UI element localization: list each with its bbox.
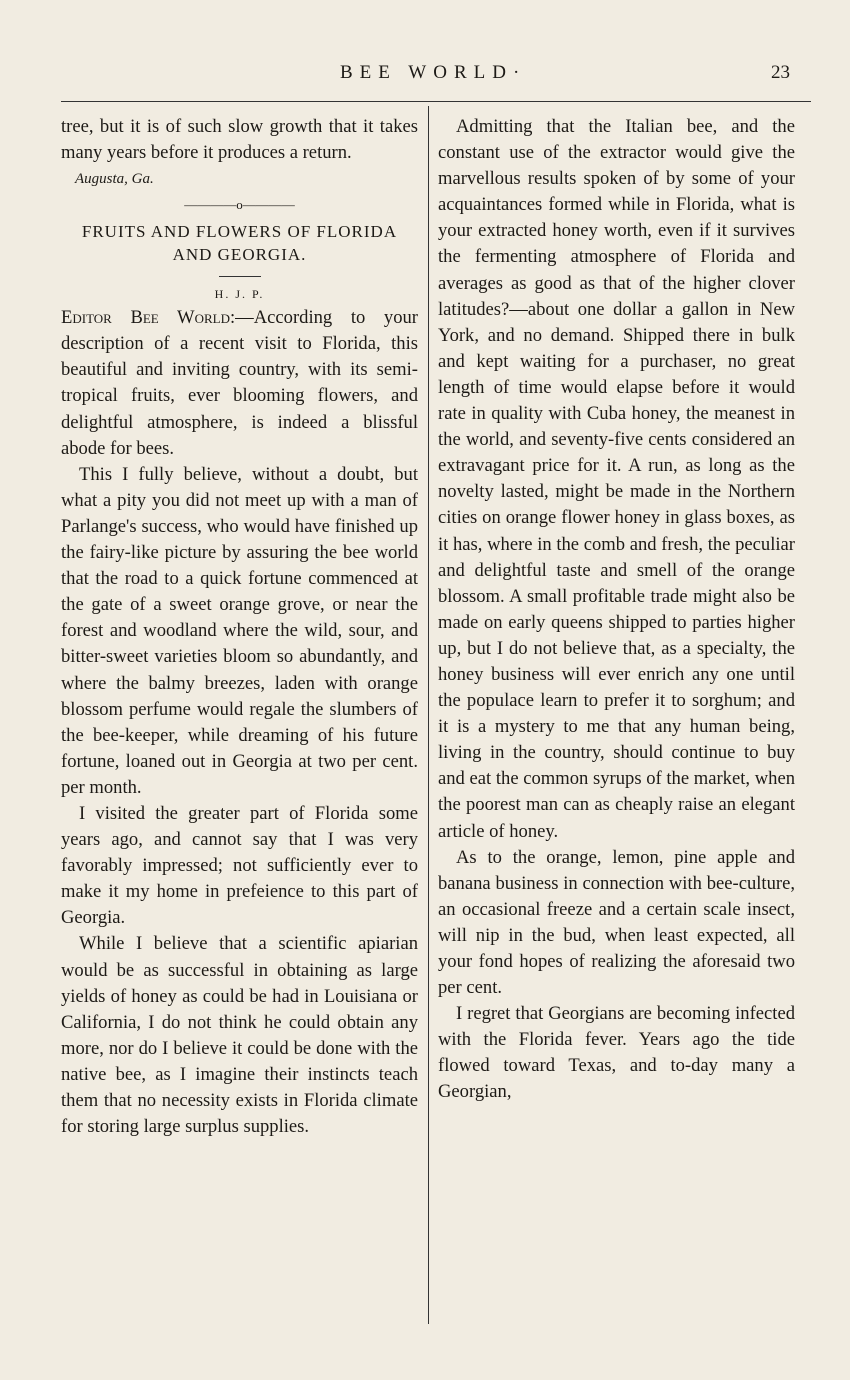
- body-paragraph: I regret that Georgians are becoming infected with the Florida fever. Years ago the tide flowed toward Texas, and to-day many a Georgian,: [438, 1003, 795, 1103]
- running-header: [0, 62, 850, 90]
- right-column: [438, 114, 795, 1106]
- page-number: 23: [771, 62, 790, 83]
- body-paragraph: This I fully believe, without a doubt, but what a pity you did not meet up with a man of Parlange's success, who would have finished up the fairy-like picture by assuring the bee world that the road to a quick fortune commenced at the gate of a sweet orange grove, or near the forest and woodland where the wild, sour, and bitter-sweet varieties bloom so abundantly, and where the balmy breezes, laden with orange blossom perfume would regale the slumbers of the bee-keeper, while dreaming of his future fortune, loaned out in Georgia at two per cent. per month.: [61, 463, 418, 798]
- body-paragraph: While I believe that a scientific apiarian would be as successful in obtaining as large yields of honey as could be had in Louisiana or California, I do not think he could obtain any more, nor do I believe it could be done with the native bee, as I imagine their instincts teach them that no necessity exists in Florida climate for storing large surplus supplies.: [61, 933, 418, 1138]
- column-divider: [428, 106, 429, 1324]
- title-rule: [219, 276, 261, 277]
- byline: H. J. P.: [214, 287, 265, 302]
- previous-article-signoff: Augusta, Ga.: [75, 171, 154, 188]
- salutation: Editor Bee World: [61, 307, 230, 329]
- body-paragraph: As to the orange, lemon, pine apple and banana business in connection with bee-culture, an occasional freeze and a certain scale insect, will nip in the bud, when least expected, all your fond hopes of realizing the aforesaid two per cent.: [438, 846, 795, 999]
- article-title: FRUITS AND FLOWERS OF FLORIDA AND GEORGIA.: [81, 222, 398, 265]
- article-separator: ————o————: [184, 197, 295, 213]
- running-title: BEE WORLD·: [340, 62, 527, 83]
- left-column: [61, 114, 418, 1140]
- header-rule: [61, 101, 811, 102]
- body-paragraph: Editor Bee World:—According to your description of a recent visit to Florida, this beautiful and inviting country, with its semi-tropical fruits, ever blooming flowers, and delightful atmosphere, is indeed a blissful abode for bees.: [61, 307, 418, 459]
- body-paragraph: I visited the greater part of Florida some years ago, and cannot say that I was very favorably impressed; not sufficiently ever to make it my home in prefeience to this part of Georgia.: [61, 802, 418, 929]
- body-paragraph: Admitting that the Italian bee, and the constant use of the extractor would give the marvellous results spoken of by some of your acquaintances formed while in Florida, what is your extracted honey worth, even if it survives the fermenting atmosphere of Florida and averages as good as that of the higher clover latitudes?—about one dollar a gallon in New York, and no demand. Shipped there in bulk and kept waiting for a purchaser, no great length of time would elapse before it would rate in quality with Cuba honey, the meanest in the world, and seventy-five cents considered an extravagant price for it. A run, as long as the novelty lasted, might be made in the Northern cities on orange flower honey in glass boxes, as it has, where in the comb and fresh, the peculiar and delightful taste and smell of the orange blossom. A small profitable trade might also be made on early queens shipped to parties higher up, but I do not believe that, as a specialty, the honey business will ever enrich any one until the populace learn to prefer it to sorghum; and it is a mystery to me that any human being, living in the country, should continue to buy and eat the common syrups of the market, when the poorest man can as cheaply raise an elegant article of honey.: [438, 116, 795, 842]
- continuation-paragraph: tree, but it is of such slow growth that it takes many years before it produces a return.: [61, 116, 418, 164]
